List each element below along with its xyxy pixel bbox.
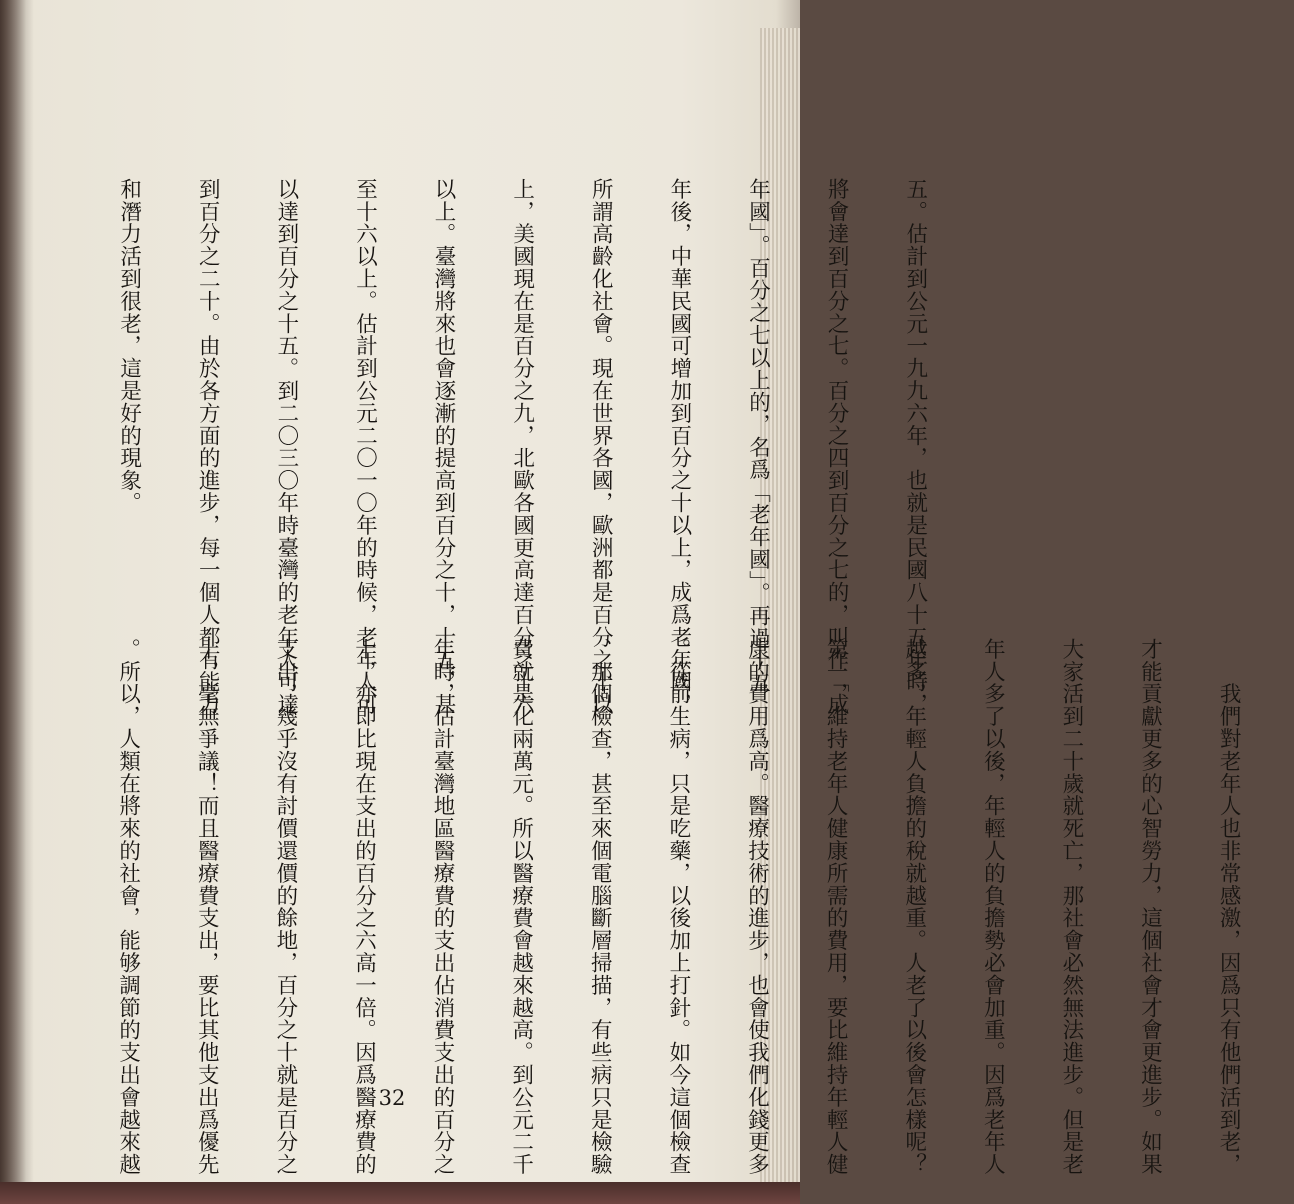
text-column: 年國」。百分之七以上的，名爲「老年國」。再過十五 (745, 178, 771, 695)
text-column: 第一，維持老年人健康所需的費用，要比維持年輕人健 (823, 638, 849, 1176)
text-column: 。所以，人類在將來的社會，能够調節的支出會越來越 (115, 638, 141, 1176)
text-column: 以達到百分之十五。到二〇三〇年時臺灣的老年人可達 (273, 178, 299, 716)
top-text-block (63, 178, 980, 716)
text-column: 十，毫無爭議！而且醫療費支出，要比其他支出爲優先 (194, 638, 220, 1176)
text-column: 至十六以上。估計到公元二〇一〇年的時候，老年人可 (352, 178, 378, 716)
text-column: 和潛力活到很老，這是好的現象。 (116, 178, 142, 514)
text-column: 到百分之二十。由於各方面的進步，每一個人都有能力 (195, 178, 221, 716)
text-column: 以上。臺灣將來也會逐漸的提高到百分之十，十五，甚 (431, 178, 457, 716)
text-column: 、那個檢查，甚至來個電腦斷層掃描，有些病只是檢驗 (587, 638, 613, 1176)
text-column: 大家活到二十歲就死亡，那社會必然無法進步。但是老 (1058, 638, 1084, 1176)
page-number: 32 (378, 1086, 406, 1110)
text-column: 十，亦即比現在支出的百分之六高一倍。因爲醫療費的 (351, 638, 377, 1176)
book-cover-edge (0, 1182, 800, 1204)
text-column: 將會達到百分之七。百分之四到百分之七的，叫作「成 (824, 178, 850, 716)
text-column: 康的費用爲高。醫療技術的進步，也會使我們化錢更多 (744, 638, 770, 1176)
text-column: 才能貢獻更多的心智勞力，這個社會才會更進步。如果 (1137, 638, 1163, 1176)
text-column: 五。估計到公元一九九六年，也就是民國八十五年時， (902, 178, 928, 716)
text-column: 。從前生病，只是吃藥，以後加上打針。如今這個檢查 (665, 638, 691, 1176)
text-column: 年人多了以後，年輕人的負擔勢必會加重。因爲老年人 (980, 638, 1006, 1176)
text-column: 我們對老年人也非常感激，因爲只有他們活到老， (1216, 638, 1242, 1176)
text-column: 上，美國現在是百分之九，北歐各國更高達百分之十六 (509, 178, 535, 716)
text-column: 年後，中華民國可增加到百分之十以上，成爲老年國， (666, 178, 692, 716)
text-column: 年時，估計臺灣地區醫療費的支出佔消費支出的百分之 (430, 638, 456, 1176)
text-column: 越多，年輕人負擔的稅就越重。人老了以後會怎樣呢？ (901, 638, 927, 1176)
spine-shadow (0, 0, 34, 1204)
text-column: 支出，幾乎沒有討價還價的餘地，百分之十就是百分之 (272, 638, 298, 1176)
text-column: 所謂高齡化社會。現在世界各國，歐洲都是百分之十以 (588, 178, 614, 716)
text-column: 費就是化兩萬元。所以醫療費會越來越高。到公元二千 (508, 638, 534, 1176)
